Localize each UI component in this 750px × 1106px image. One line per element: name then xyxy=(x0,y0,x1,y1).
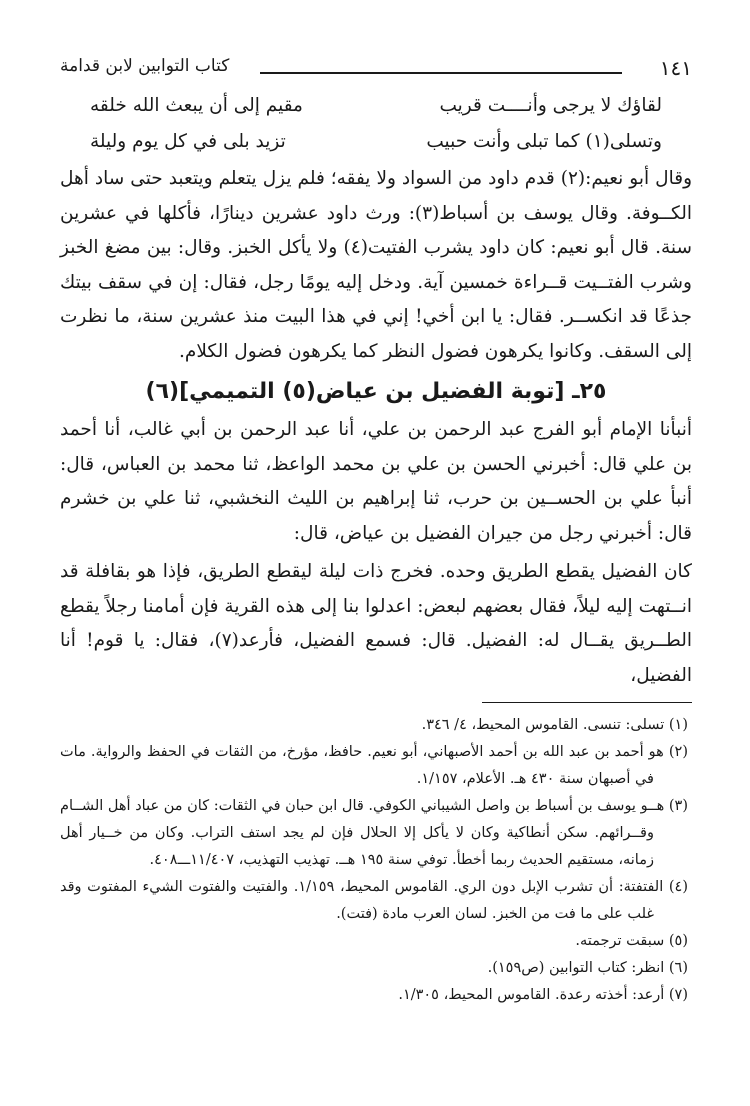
verse-hemistich-right: مقيم إلى أن يبعث الله خلقه xyxy=(90,95,303,116)
running-header xyxy=(60,50,692,90)
book-page xyxy=(60,50,692,1003)
footnote-separator xyxy=(482,702,692,703)
footnote: (٤) الفتفتة: أن تشرب الإبل دون الري. القاموس المحيط، ١/١٥٩. والفتيت والفتوت الشيء المفتوت وقد غلب على ما فت من الخبز. لسان العرب مادة (فتت). xyxy=(60,879,688,922)
footnote: (٥) سبقت ترجمته. xyxy=(575,933,688,949)
verse-hemistich-left: لقاؤك لا يرجى وأنــــت قريب xyxy=(439,95,662,116)
page-number: ١٤١ xyxy=(659,56,692,80)
footnote: (٢) هو أحمد بن عبد الله بن أحمد الأصبهاني، أبو نعيم. حافظ، مؤرخ، من الثقات في الحفظ والرواية. مات في أصبهان سنة ٤٣٠ هـ. الأعلام، ١/١٥٧. xyxy=(60,744,688,787)
footnote: (١) تسلى: تنسى. القاموس المحيط، ٤/ ٣٤٦. xyxy=(421,717,688,733)
verse-line xyxy=(90,130,662,154)
book-title: كتاب التوابين لابن قدامة xyxy=(60,56,230,76)
story-paragraph: كان الفضيل يقطع الطريق وحده. فخرج ذات ليلة ليقطع الطريق، فإذا هو بقافلة قد انــتهت إليه ليلاً، فقال بعضهم لبعض: اعدلوا بنا إلى هذه القرية فإن أمامنا رجلاً يقطع الطــريق يقــال له: الفضيل. قال: فسمع الفضيل، فأرعد(٧)، فقال: يا قوم! أنا الفضيل، xyxy=(60,561,692,686)
footnotes xyxy=(60,712,692,1009)
footnote: (٣) هــو يوسف بن أسباط بن واصل الشيباني الكوفي. قال ابن حبان في الثقات: كان من عباد أهل الشــام وقــرائهم. سكن أنطاكية وكان لا يأكل إلا الحلال فإن لم يجد استف التراب. وكان من خــيار أهل زمانه، مستقيم الحديث ربما أخطأ. توفي سنة ١٩٥ هــ. تهذيب التهذيب، ١١/٤٠٧ـــ٤٠٨. xyxy=(60,798,688,868)
body-paragraph: وقال أبو نعيم:(٢) قدم داود من السواد ولا يفقه؛ فلم يزل يتعلم ويتعبد حتى ساد أهل الكــوفة. وقال يوسف بن أسباط(٣): ورث داود عشرين دينارًا، فأكلها في عشرين سنة. قال أبو نعيم: كان داود يشرب الفتيت(٤) ولا يأكل الخبز. وقال: بين مضغ الخبز وشرب الفتــيت قــراءة خمسين آية. ودخل إليه يومًا رجل، فقال: إن في سقف بيتك جذعًا قد انكســر. فقال: يا ابن أخي! إني في هذا البيت منذ عشرين سنة، ما نظرت إلى السقف. وكانوا يكرهون فضول النظر كما يكرهون فضول الكلام. xyxy=(60,168,692,362)
header-rule xyxy=(260,72,622,74)
verse-hemistich-left: وتسلى(١) كما تبلى وأنت حبيب xyxy=(426,131,662,152)
footnote: (٧) أرعد: أخذته رعدة. القاموس المحيط، ١/٣٠٥. xyxy=(398,987,688,1003)
section-heading: ٢٥ـ [توبة الفضيل بن عياض(٥) التميمي](٦) xyxy=(145,379,607,404)
isnad-paragraph: أنبأنا الإمام أبو الفرج عبد الرحمن بن علي، أنا عبد الرحمن بن أبي غالب، أنا أحمد بن علي قال: أخبرني الحسن بن علي بن محمد الواعظ، ثنا محمد بن العباس، قال: أنبأ علي بن الحســين بن حرب، ثنا إبراهيم بن الليث النخشبي، ثنا علي بن خشرم قال: أخبرني رجل من جيران الفضيل بن عياض، قال: xyxy=(60,419,692,544)
verse-line xyxy=(90,94,662,118)
footnote: (٦) انظر: كتاب التوابين (ص١٥٩). xyxy=(487,960,688,976)
verse-hemistich-right: تزيد بلى في كل يوم وليلة xyxy=(90,131,286,152)
